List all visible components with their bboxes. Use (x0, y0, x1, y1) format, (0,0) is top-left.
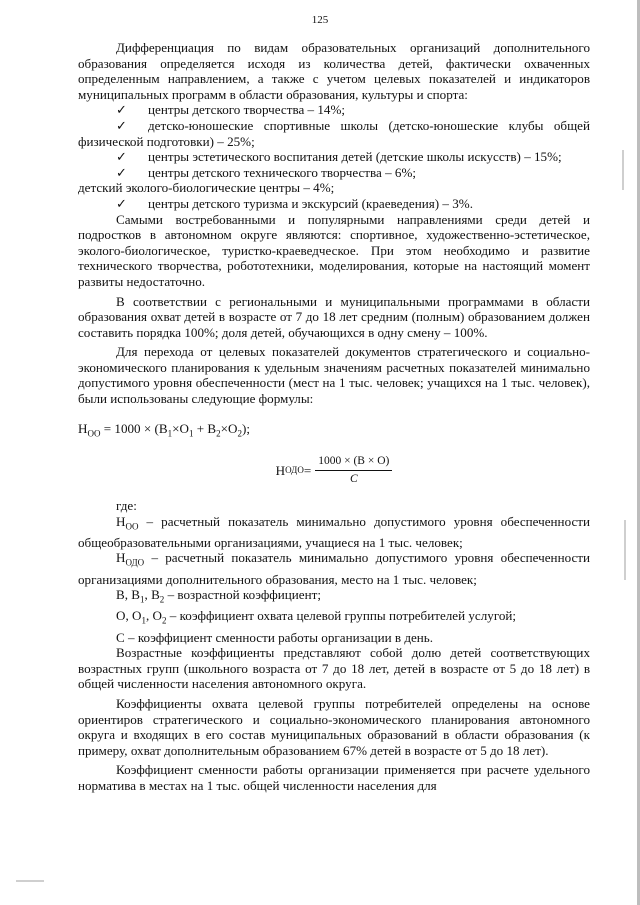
list-item-text: детско-юношеские спортивные школы (детско-юношеские клубы общей физической подготовки) – 25%; (78, 117, 590, 149)
paragraph-coverage: Коэффициенты охвата целевой группы потребителей определены на основе ориентиров стратегического и социально-экономического планирования автономного округа и входящих в его состав муниципальных образований в области образования (к примеру, охват дополнительным образованием 67% детей в возрасте от 5 до 18 лет). (78, 696, 590, 758)
checkmark-icon: ✓ (116, 164, 127, 180)
list-item (78, 196, 590, 212)
list-item-text: центры детского творчества – 14%; (148, 102, 345, 118)
paragraph-age-coefficient: Возрастные коэффициенты представляют собой долю детей соответствующих возрастных групп (школьного возраста от 7 до 18 лет, детей в возрасте от 5 до 18 лет) в общей численности населения автономного округа. (78, 645, 590, 692)
definition-o: О, $О_1$, $О_2$ – коэффициент охвата целевой группы потребителей услугой; (116, 608, 517, 627)
checkmark-icon: ✓ (116, 117, 127, 133)
definition-b: В, $В_1$, $В_2$ – возрастной коэффициент; (116, 587, 321, 605)
definition-hoo: $Н_{ОО}$ – расчетный показатель минимально допустимого уровня обеспеченности общеобразовательными организациями, учащиеся на 1 тыс. человек; (78, 513, 590, 550)
formula-hodo: Н ОДО = $\frac{1000 \times (В \times О)}{С}$ (78, 454, 590, 488)
paragraph-shift: Коэффициент сменности работы организации применяется при расчете удельного норматива в местах на 1 тыс. общей численности населения для (78, 762, 590, 793)
list-item-text: центры детского технического творчества – 6%; (148, 164, 417, 180)
document-body (78, 40, 590, 794)
scan-artifact (624, 520, 626, 580)
checkmark-icon: ✓ (116, 102, 127, 118)
list-item (78, 165, 590, 181)
paragraph-intro: Дифференциация по видам образовательных организаций дополнительного образования определяется исходя из количества детей, фактически охваченных определенным направлением, а также с учетом целевых показателей и индикаторов муниципальных программ в области образования, культуры и спорта: (78, 40, 590, 102)
list-item-unmarked: детский эколого-биологические центры – 4%; (78, 180, 335, 196)
list-item-text: центры эстетического воспитания детей (детские школы искусств) – 15%; (148, 149, 562, 165)
formula-fraction: $\frac{1000 \times (В \times О)}{С}$ (315, 454, 392, 488)
paragraph-programs: В соответствии с региональными и муниципальными программами в области образования охват детей в возрасте от 7 до 18 лет средним (полным) образованием должен составить порядка 100%; доля детей, обучающихся в одну смену – 100%. (78, 293, 590, 340)
list-item-text: центры детского туризма и экскурсий (краеведения) – 3%. (148, 195, 473, 211)
where-label: где: (116, 498, 137, 514)
definition-c: С – коэффициент сменности работы организации в день. (116, 629, 434, 645)
scan-artifact (16, 880, 44, 882)
list-item (78, 149, 590, 165)
page-number: 125 (311, 14, 329, 26)
paragraph-transition: Для перехода от целевых показателей документов стратегического и социально-экономического планирования к удельным значениям расчетных показателей минимально допустимого уровня обеспеченности (мест на 1 тыс. человек; учащихся на 1 тыс. человек), были использованы следующие формулы: (78, 344, 590, 407)
checkmark-icon: ✓ (116, 149, 127, 165)
scan-artifact (622, 150, 624, 190)
formula-hoo: $Н_{ОО} = 1000 \times (В_1\times О_1 + В_2\times О_2)$; (78, 420, 250, 439)
checkmark-icon: ✓ (116, 195, 127, 211)
list-item (78, 102, 590, 118)
list-item (78, 118, 590, 149)
definition-hodo: $Н_{ОДО}$ – расчетный показатель минимально допустимого уровня обеспеченности организациями дополнительного образования, место на 1 тыс. человек; (78, 550, 590, 587)
paragraph-popular: Самыми востребованными и популярными направлениями среди детей и подростков в автономном округе являются: спортивное, художественно-эстетическое, эколого-биологическое, туристко-краеведческое. При этом необходимо и развитие технического творчества, робототехники, моделирования, которые на настоящий момент развиты недостаточно. (78, 211, 590, 289)
